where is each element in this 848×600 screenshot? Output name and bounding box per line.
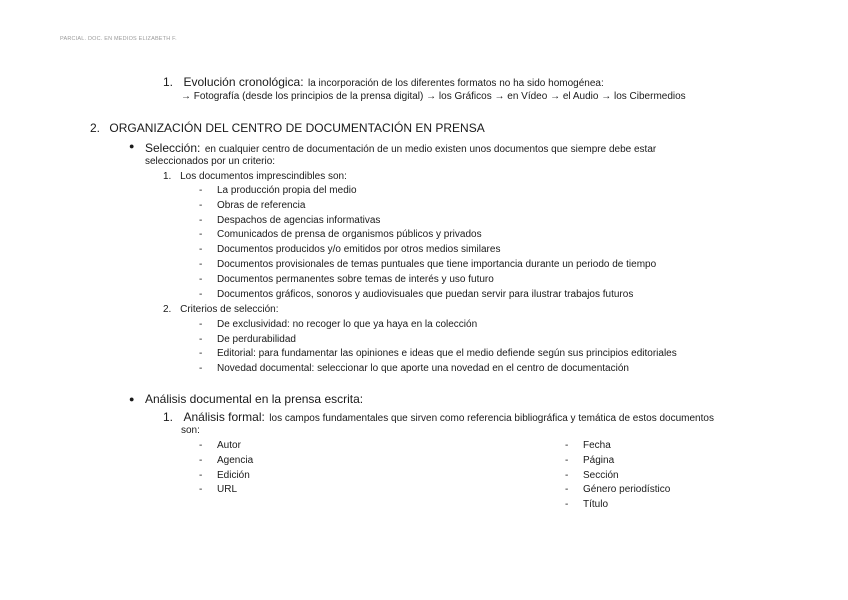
page-header: PARCIAL. DOC. EN MEDIOS ELIZABETH F. — [60, 36, 177, 42]
dash-bullet: - — [199, 333, 203, 345]
list-item: Género periodístico — [583, 484, 671, 496]
list-item: Sección — [583, 469, 619, 481]
seleccion-desc-line1: en cualquier centro de documentación de un medio existen unos documentos que siempre debe estar — [204, 144, 657, 155]
dash-bullet: - — [565, 440, 569, 451]
formal-desc-line2: son: — [181, 425, 200, 436]
dash-bullet: - — [199, 244, 203, 256]
list-item: Fecha — [583, 440, 611, 451]
bullet-icon: ● — [129, 394, 135, 404]
dash-bullet: - — [565, 469, 569, 481]
evolucion-number: 1. — [163, 75, 174, 89]
dash-bullet: - — [199, 288, 203, 300]
evolucion-chain: → Fotografía (desde los principios de la prensa digital) → los Gráficos → en Vídeo → el Audio → los Cibermedios — [181, 91, 686, 102]
dash-bullet: - — [199, 348, 203, 360]
dash-bullet: - — [199, 362, 203, 374]
dash-bullet: - — [199, 484, 203, 496]
imprescindibles-title: Los documentos imprescindibles son: — [180, 171, 347, 182]
list-item: Editorial: para fundamentar las opiniones e ideas que el medio defiende según sus principios editoriales — [217, 348, 677, 360]
list-item: Agencia — [217, 454, 254, 466]
list-item: Novedad documental: seleccionar lo que aporte una novedad en el centro de documentación — [217, 362, 629, 374]
evolucion-heading — [163, 73, 604, 91]
dash-bullet: - — [565, 499, 569, 511]
list-item: Autor — [217, 440, 241, 451]
dash-bullet: - — [199, 469, 203, 481]
criterios-title: Criterios de selección: — [180, 304, 279, 315]
list-item: De perdurabilidad — [217, 333, 296, 345]
formal-title: Análisis formal: — [183, 410, 265, 424]
analisis-title: Análisis documental en la prensa escrita: — [145, 392, 364, 406]
formal-heading — [163, 408, 714, 426]
dash-bullet: - — [199, 273, 203, 285]
dash-bullet: - — [199, 319, 203, 330]
list-item: De exclusividad: no recoger lo que ya haya en la colección — [217, 319, 478, 330]
list-item: Documentos provisionales de temas puntuales que tiene importancia durante un periodo de tiempo — [217, 259, 657, 270]
dash-bullet: - — [565, 484, 569, 496]
list-item: Documentos gráficos, sonoros y audiovisuales que puedan servir para ilustrar trabajos futuros — [217, 288, 634, 300]
list-item: Documentos permanentes sobre temas de interés y uso futuro — [217, 273, 494, 285]
list-item: Página — [583, 454, 615, 466]
dash-bullet: - — [199, 440, 203, 451]
bullet-icon: ● — [129, 141, 135, 151]
seleccion-desc-line2: seleccionados por un criterio: — [145, 156, 276, 167]
evolucion-title: Evolución cronológica: — [183, 75, 304, 89]
dash-bullet: - — [199, 199, 203, 211]
evolucion-desc: la incorporación de los diferentes formatos no ha sido homogénea: — [308, 78, 604, 89]
list-item: Título — [583, 499, 609, 511]
list-item: URL — [217, 484, 238, 496]
imprescindibles-heading — [163, 171, 347, 182]
section2-title: ORGANIZACIÓN DEL CENTRO DE DOCUMENTACIÓN EN PRENSA — [109, 121, 485, 135]
list-item: Comunicados de prensa de organismos públicos y privados — [217, 229, 482, 241]
list-item: Documentos producidos y/o emitidos por otros medios similares — [217, 244, 501, 256]
dash-bullet: - — [565, 454, 569, 466]
list-item: La producción propia del medio — [217, 185, 357, 196]
formal-desc-line1: los campos fundamentales que sirven como referencia bibliográfica y temática de estos documentos — [269, 413, 714, 424]
seleccion-title: Selección: — [145, 141, 201, 155]
list-item: Despachos de agencias informativas — [217, 214, 381, 226]
criterios-heading — [163, 304, 279, 315]
criterios-number: 2. — [163, 304, 172, 315]
section2-number: 2. — [90, 121, 101, 135]
formal-number: 1. — [163, 410, 174, 424]
seleccion-heading — [145, 139, 656, 157]
list-item: Obras de referencia — [217, 199, 306, 211]
dash-bullet: - — [199, 185, 203, 196]
dash-bullet: - — [199, 229, 203, 241]
dash-bullet: - — [199, 214, 203, 226]
section2-heading — [90, 121, 485, 135]
dash-bullet: - — [199, 259, 203, 270]
imprescindibles-number: 1. — [163, 171, 172, 182]
dash-bullet: - — [199, 454, 203, 466]
list-item: Edición — [217, 469, 250, 481]
